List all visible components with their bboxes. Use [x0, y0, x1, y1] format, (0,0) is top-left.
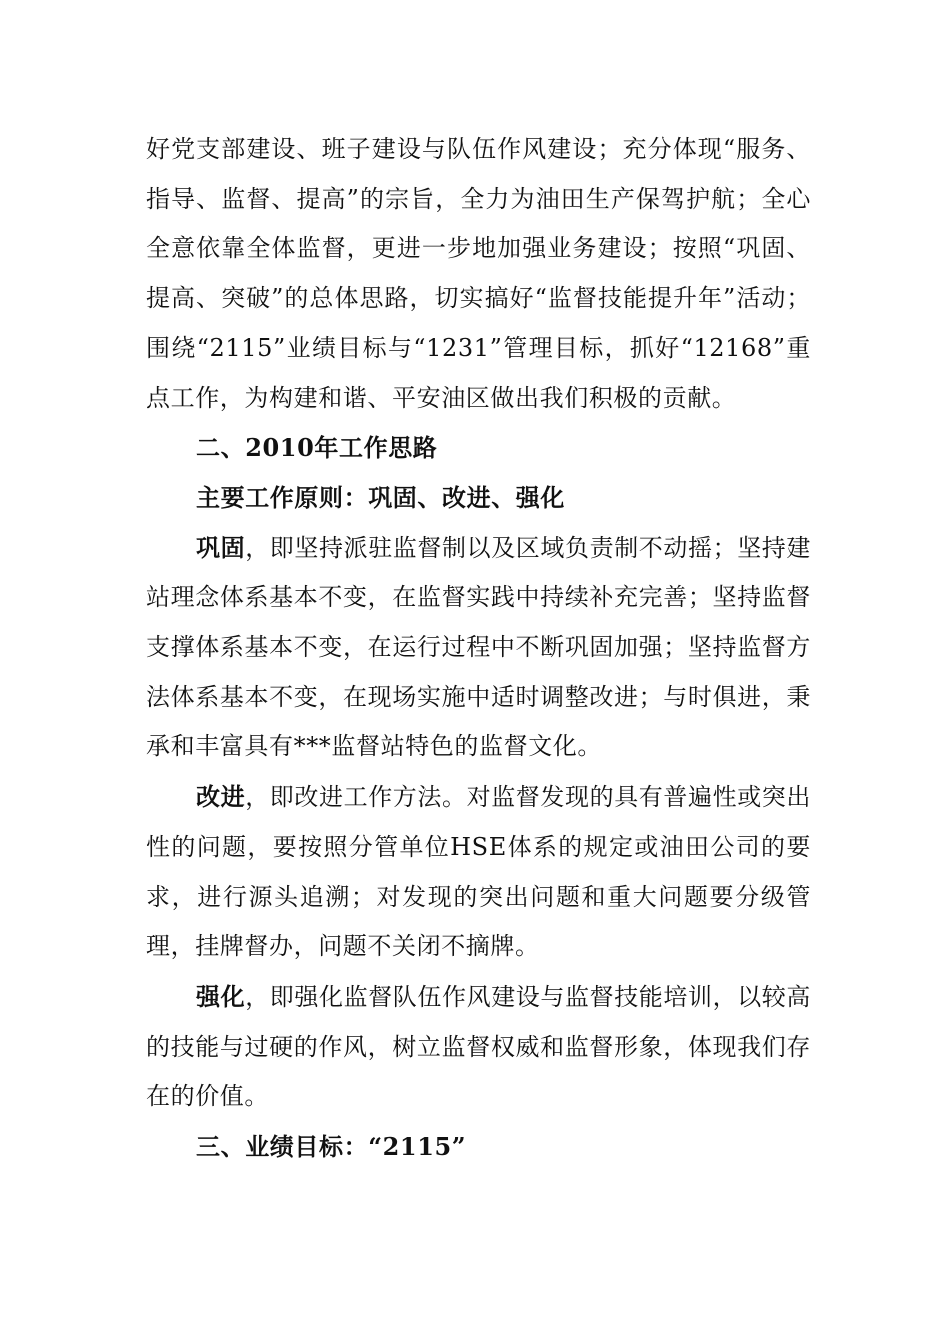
consolidate-paragraph	[146, 523, 811, 773]
improve-text: ，即改进工作方法。对监督发现的具有普遍性或突出性的问题，要按照分管单位HSE体系的规定或油田公司的要求，进行源头追溯；对发现的突出问题和重大问题要分级管理，挂牌督办，问题不关闭不摘牌。	[146, 783, 812, 961]
improve-lead: 改进	[196, 782, 246, 812]
section-3-heading: 三、业绩目标：“2115”	[196, 1132, 467, 1162]
strengthen-lead: 强化	[196, 981, 246, 1011]
section-2-heading: 二、2010年工作思路	[196, 433, 438, 463]
work-principles-heading: 主要工作原则：巩固、改进、强化	[196, 482, 565, 512]
consolidate-text: ，即坚持派驻监督制以及区域负责制不动摇；坚持建站理念体系基本不变，在监督实践中持续补充完善；坚持监督支撑体系基本不变，在运行过程中不断巩固加强；坚持监督方法体系基本不变，在现场实施中适时调整改进；与时俱进，秉承和丰富具有***监督站特色的监督文化。	[146, 533, 812, 761]
improve-paragraph	[146, 772, 811, 972]
intro-paragraph: 好党支部建设、班子建设与队伍作风建设；充分体现“服务、指导、监督、提高”的宗旨，全力为油田生产保驾护航；全心全意依靠全体监督，更进一步地加强业务建设；按照“巩固、提高、突破”的总体思路，切实搞好“监督技能提升年”活动；围绕“2115”业绩目标与“1231”管理目标，抓好“12168”重点工作，为构建和谐、平安油区做出我们积极的贡献。	[146, 135, 811, 412]
document-page	[146, 125, 811, 1172]
strengthen-paragraph	[146, 972, 811, 1122]
strengthen-text: ，即强化监督队伍作风建设与监督技能培训，以较高的技能与过硬的作风，树立监督权威和监督形象，体现我们存在的价值。	[146, 982, 812, 1111]
consolidate-lead: 巩固	[196, 532, 246, 562]
